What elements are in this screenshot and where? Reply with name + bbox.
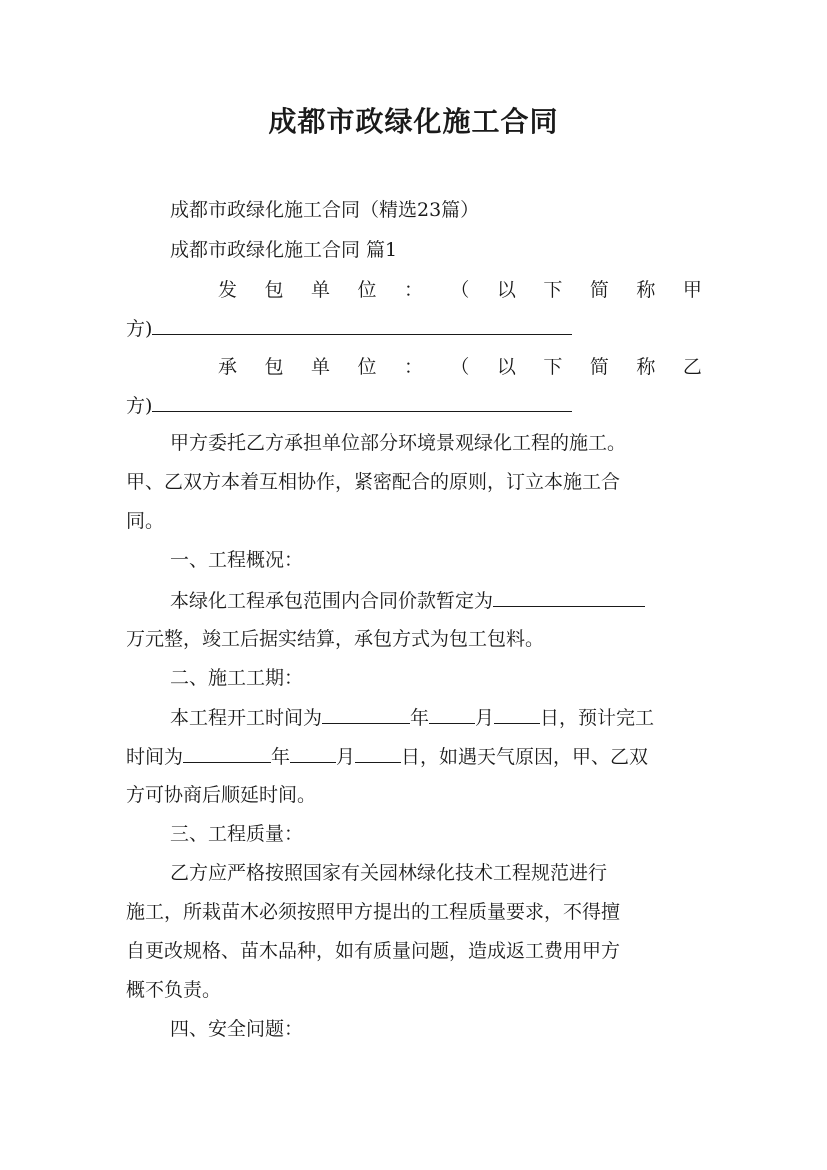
intro-line-1: 甲方委托乙方承担单位部分环境景观绿化工程的施工。 <box>170 432 627 454</box>
party-a-char: 位 <box>357 279 377 301</box>
party-b-char: 下 <box>543 356 563 378</box>
section-1-line-1 <box>170 588 645 613</box>
party-a-char: （ <box>450 279 470 301</box>
party-b-tail: 方) <box>126 395 153 417</box>
party-b-char: 乙 <box>682 356 702 378</box>
year-label: 年 <box>410 707 430 729</box>
section-3-line-2: 施工，所栽苗木必须按照甲方提出的工程质量要求，不得擅 <box>126 901 621 923</box>
party-a-char: 包 <box>264 279 284 301</box>
start-date-label: 本工程开工时间为 <box>170 707 323 729</box>
party-b-char: 位 <box>357 356 377 378</box>
end-year-blank <box>183 744 271 763</box>
section-2-line-3: 方可协商后顺延时间。 <box>126 784 317 806</box>
party-b-char: （ <box>450 356 470 378</box>
party-b-char: 包 <box>264 356 284 378</box>
end-day-tail: 日，如遇天气原因，甲、乙双 <box>401 746 649 768</box>
party-b-char: 简 <box>589 356 609 378</box>
party-a-char: 甲 <box>682 279 702 301</box>
party-a-char: ： <box>403 279 423 301</box>
party-a-char: 以 <box>496 279 516 301</box>
section-3-heading: 三、工程质量： <box>170 823 304 845</box>
month-label: 月 <box>475 707 495 729</box>
party-b-fill-line <box>126 393 572 418</box>
section-2-line-1 <box>170 705 654 730</box>
party-a-fill-line <box>126 316 572 341</box>
section-2-line-2 <box>126 744 648 769</box>
party-a-char: 单 <box>310 279 330 301</box>
section-1-text: 本绿化工程承包范围内合同价款暂定为 <box>170 590 494 612</box>
section-4-heading: 四、安全问题： <box>170 1018 304 1040</box>
party-b-char: 单 <box>310 356 330 378</box>
month-label: 月 <box>336 746 356 768</box>
party-b-char: 称 <box>636 356 656 378</box>
party-a-char: 称 <box>636 279 656 301</box>
document-title: 成都市政绿化施工合同 <box>268 105 559 138</box>
section-1-heading: 一、工程概况： <box>170 549 304 571</box>
document-subtitle: 成都市政绿化施工合同（精选23篇） <box>170 199 480 221</box>
part-heading: 成都市政绿化施工合同 篇1 <box>170 239 398 261</box>
party-a-char: 发 <box>218 279 238 301</box>
party-b-char: 以 <box>496 356 516 378</box>
party-a-blank <box>152 316 572 335</box>
end-day-blank <box>355 744 401 763</box>
contract-price-blank <box>493 588 645 607</box>
party-a-char: 简 <box>589 279 609 301</box>
intro-line-3: 同。 <box>126 510 165 532</box>
year-label: 年 <box>271 746 291 768</box>
section-2-heading: 二、施工工期： <box>170 667 304 689</box>
start-day-blank <box>494 705 540 724</box>
day-tail: 日，预计完工 <box>540 707 655 729</box>
section-3-line-1: 乙方应严格按照国家有关园林绿化技术工程规范进行 <box>170 862 608 884</box>
party-b-char: 承 <box>218 356 238 378</box>
section-3-line-4: 概不负责。 <box>126 979 222 1001</box>
end-date-label: 时间为 <box>126 746 184 768</box>
section-1-line-2: 万元整，竣工后据实结算，承包方式为包工包料。 <box>126 628 545 650</box>
party-b-blank <box>152 393 572 412</box>
party-b-char: ： <box>403 356 423 378</box>
start-month-blank <box>429 705 475 724</box>
party-a-char: 下 <box>543 279 563 301</box>
party-a-tail: 方) <box>126 318 153 340</box>
start-year-blank <box>322 705 410 724</box>
party-b-line <box>218 355 702 379</box>
section-3-line-3: 自更改规格、苗木品种，如有质量问题，造成返工费用甲方 <box>126 940 621 962</box>
party-a-line <box>218 278 702 302</box>
end-month-blank <box>290 744 336 763</box>
intro-line-2: 甲、乙双方本着互相协作，紧密配合的原则，订立本施工合 <box>126 471 621 493</box>
